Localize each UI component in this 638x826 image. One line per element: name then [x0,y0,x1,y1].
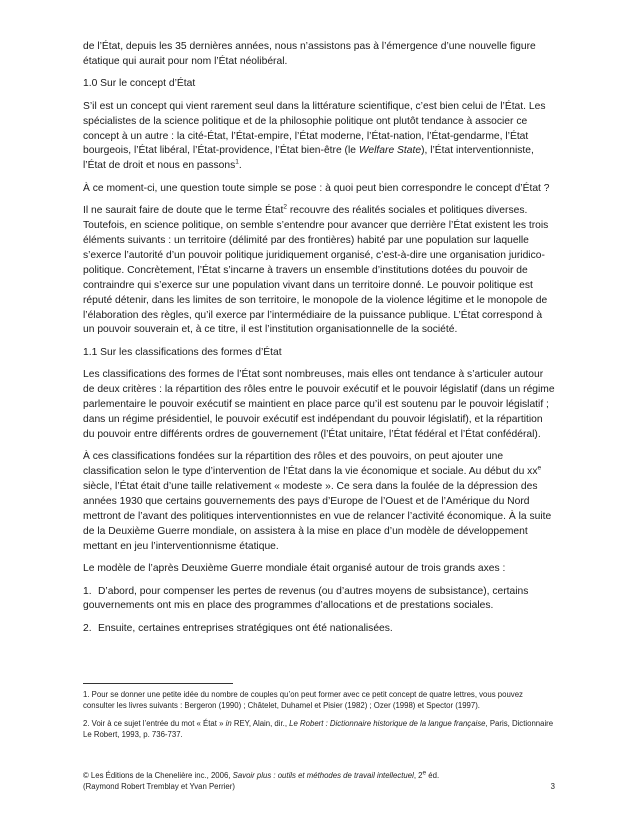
footnote-2-part-c: , Paris, Dictionnaire Le Robert, 1993, p. 736-737. [83,718,554,739]
edition-number: , 2 [413,771,423,780]
footnote-1: 1. Pour se donner une petite idée du nombre de couples qu’on peut former avec ce petit concept de quatre lettres, vous pouvez consulter les livres suivants : Bergeron (1990) ; Châtelet, Duhamel et Pisier (1982) ; Ozer (1998) et Spector (1997). [83,690,523,711]
book-title: Savoir plus : outils et méthodes de travail intellectuel [232,771,414,780]
paragraph-concept-part-a: S’il est un concept qui vient rarement seul dans la littérature scientifique, c’est bien celui de l’État. Les spécialistes de la science politique et de la philosophie politique ont plutôt tendance à associer ce concept à un autre : la cité-État, l’État-empire, l’État moderne, l’État-nation, l’État-gendarme, l’État bourgeois, l’État libéral, l’État-providence, l’État bien-être (le [83,100,546,157]
section-heading-1-0: 1.0 Sur le concept d’État [83,78,196,90]
paragraph-concept-part-c: . [238,160,242,172]
footnote-2-part-a: 2. Voir à ce sujet l’entrée du mot « État » [83,718,226,728]
copyright-publisher: © Les Éditions de la Chenelière inc., 2006, [83,771,233,780]
section-heading-1-1: 1.1 Sur les classifications des formes d’État [83,346,282,358]
copyright-line [83,770,555,781]
century-superscript: e [537,464,542,472]
footnote-2-title: Le Robert : Dictionnaire historique de la langue française [289,718,486,728]
edition-suffix: éd. [426,771,440,780]
list-item [83,622,555,637]
paragraph-intervention-part-a: À ces classifications fondées sur la répartition des rôles et des pouvoirs, on peut ajouter une classification selon le type d’intervention de l’État dans la vie économique et sociale. Au début du xx [83,451,538,478]
footnotes [83,689,555,746]
footnote-ref-2[interactable]: 2 [283,203,287,211]
paragraph-definition-part-a: Il ne saurait faire de doute que le terme État [83,205,284,217]
paragraph-concept-part-b: ), l’État interventionniste, l’État de droit et nous en passons [83,145,534,172]
paragraph-definition-part-b: recouvre des réalités sociales et politiques diverses. Toutefois, en science politique, on semble s’entendre pour avancer que derrière l’État existent les trois éléments suivants : un territoire (délimité par des frontières) habité par une population sur laquelle s’exerce l’autorité d’un pouvoir politique juridiquement organisé, c’est-à-dire une organisation juridico-politique. Concrètement, l’État s’incarne à travers un ensemble d’institutions dotées du pouvoir de contraindre qui s’exerce sur une population vivant dans un territoire donné. Le pouvoir politique est réputé détenir, dans les limites de son territoire, le monopole de la violence légitime et le monopole de l’élaboration des règles, qu’il exerce par l’intermédiaire de la puissance publique. L’État correspond à un pouvoir souverain et, à ce titre, il est l’institution organisationnelle de la société. [83,205,549,336]
footnote-ref-1[interactable]: 1 [235,158,239,166]
page-footer [83,770,555,793]
paragraph-model: Le modèle de l’après Deuxième Guerre mondiale était organisé autour de trois grands axes : [83,563,506,575]
list-item-number: 1. [83,585,92,597]
list-item-text: D’abord, pour compenser les pertes de revenus (ou d’autres moyens de subsistance), certains gouvernements ont mis en place des programmes d’allocations et de prestations sociales. [83,585,529,612]
paragraph-definition [83,204,555,338]
paragraph-intro: de l’État, depuis les 35 dernières années, nous n’assistons pas à l’émergence d’une nouvelle figure étatique qui aurait pour nom l’État néolibéral. [83,41,536,67]
footnote-separator [83,683,233,684]
paragraph-question: À ce moment-ci, une question toute simple se pose : à quoi peut bien correspondre le concept d’État ? [83,182,550,194]
footnote-2 [83,718,555,741]
edition-superscript: e [422,769,427,777]
list-item-number: 2. [83,622,92,634]
paragraph-classifications: Les classifications des formes de l’État sont nombreuses, mais elles ont tendance à s’articuler autour de deux critères : la répartition des rôles entre le pouvoir exécutif et le pouvoir législatif (dans un régime parlementaire le pouvoir exécutif se maintient en place parce qu’il est soutenu par le pouvoir législatif ; dans un régime présidentiel, le pouvoir exécutif est indépendant du pouvoir législatif), et la répartition du pouvoir entre différents ordres de gouvernement (l’État unitaire, l’État fédéral et l’État confédéral). [83,369,555,440]
paragraph-concept [83,100,555,175]
footnote-2-in: in [225,718,232,728]
footnote-2-part-b: REY, Alain, dir., [231,718,290,728]
page-number: 3 [550,782,555,792]
list-item-text: Ensuite, certaines entreprises stratégiques ont été nationalisées. [98,622,393,634]
list-item [83,585,555,615]
paragraph-intervention [83,450,555,554]
authors-line: (Raymond Robert Tremblay et Yvan Perrier) [83,782,235,792]
main-text [83,40,555,644]
paragraph-intervention-part-b: siècle, l’État était d’une taille relativement « modeste ». Ce sera dans la foulée de la dépression des années 1930 que certains gouvernements des pays d’Europe de l’Ouest et de l’Amérique du Nord mettront de l’avant des politiques interventionnistes en vue de relancer l’activité économique. À la suite de la Deuxième Guerre mondiale, on assistera à la mise en place d’un modèle de développement mettant en jeu l’interventionnisme étatique. [83,481,552,552]
welfare-state-term: Welfare State [358,145,422,157]
